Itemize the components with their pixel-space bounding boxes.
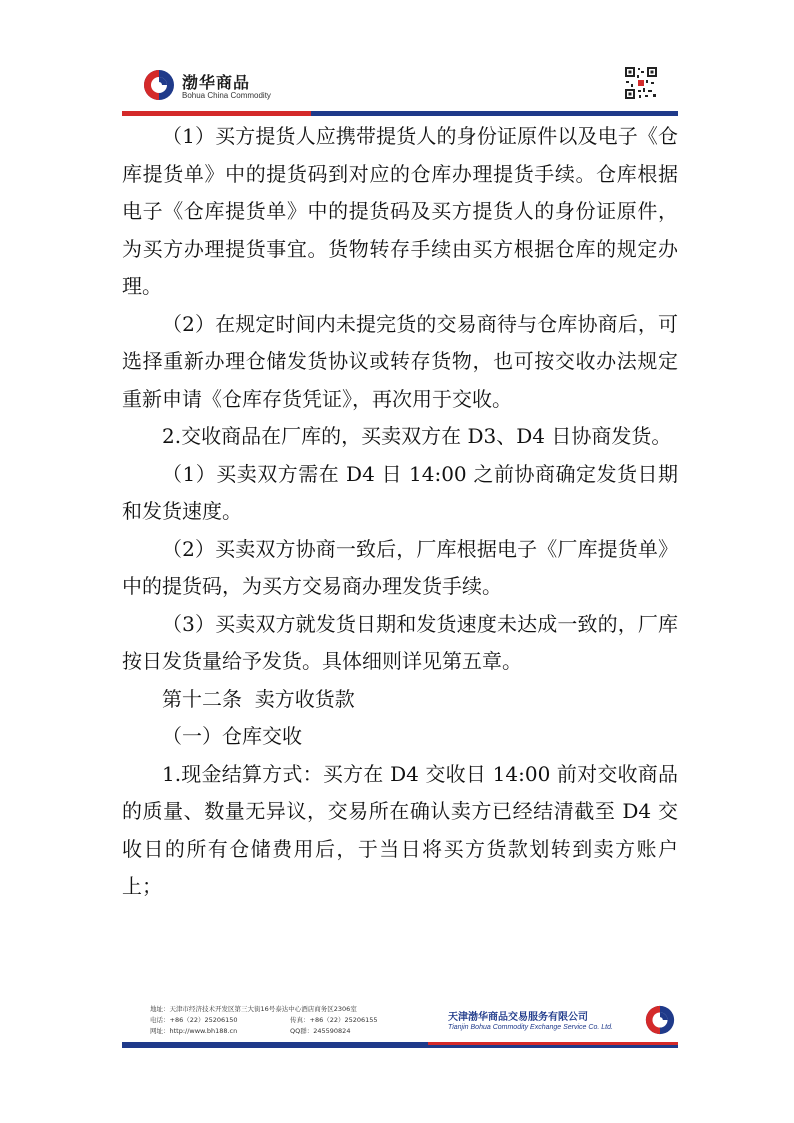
header-divider	[122, 111, 678, 116]
paragraph: （2）买卖双方协商一致后，厂库根据电子《厂库提货单》中的提货码，为买方交易商办理发货手续。	[122, 536, 678, 598]
qr-code-icon	[624, 66, 658, 100]
page-footer	[122, 996, 678, 1058]
footer-company-en: Tianjin Bohua Commodity Exchange Service Co. Ltd.	[448, 1024, 613, 1031]
bohua-logo-icon	[142, 68, 176, 102]
page-header	[122, 62, 678, 118]
footer-phone: 电话：+86（22）25206150	[150, 1016, 238, 1024]
paragraph: 1.现金结算方式：买方在 D4 交收日 14:00 前对交收商品的质量、数量无异议，交易所在确认卖方已经结清截至 D4 交收日的所有仓储费用后，于当日将买方货款划转到卖方账户上；	[122, 761, 678, 898]
bohua-logo-icon	[644, 1004, 676, 1036]
section-heading: （一）仓库交收	[162, 724, 302, 748]
footer-qq-group: QQ群：245590824	[290, 1027, 351, 1035]
document-body	[122, 118, 678, 906]
footer-fax: 传真：+86（22）25206155	[290, 1016, 378, 1024]
paragraph: （2）在规定时间内未提完货的交易商待与仓库协商后，可选择重新办理仓储发货协议或转存货物，也可按交收办法规定重新申请《仓库存货凭证》，再次用于交收。	[122, 311, 678, 411]
paragraph: （1）买方提货人应携带提货人的身份证原件以及电子《仓库提货单》中的提货码到对应的仓库办理提货手续。仓库根据电子《仓库提货单》中的提货码及买方提货人的身份证原件，为买方办理提货事宜。货物转存手续由买方根据仓库的规定办理。	[122, 124, 678, 298]
paragraph: （1）买卖双方需在 D4 日 14:00 之前协商确定发货日期和发货速度。	[122, 461, 678, 523]
article-heading: 第十二条 卖方收货款	[162, 686, 355, 711]
footer-divider	[122, 1042, 678, 1048]
logo-english-name: Bohua China Commodity	[182, 91, 271, 100]
footer-address: 地址：天津市经济技术开发区第三大街16号泰达中心酒店商务区2306室	[150, 1005, 357, 1013]
paragraph: （3）买卖双方就发货日期和发货速度未达成一致的，厂库按日发货量给予发货。具体细则详见第五章。	[122, 611, 678, 673]
footer-contact-info	[150, 1004, 450, 1037]
footer-website-link[interactable]: 网址：http://www.bh188.cn	[150, 1027, 238, 1035]
logo-chinese-name: 渤华商品	[182, 73, 251, 92]
paragraph: 2.交收商品在厂库的，买卖双方在 D3、D4 日协商发货。	[162, 424, 672, 448]
footer-company-cn: 天津渤华商品交易服务有限公司	[448, 1012, 588, 1023]
